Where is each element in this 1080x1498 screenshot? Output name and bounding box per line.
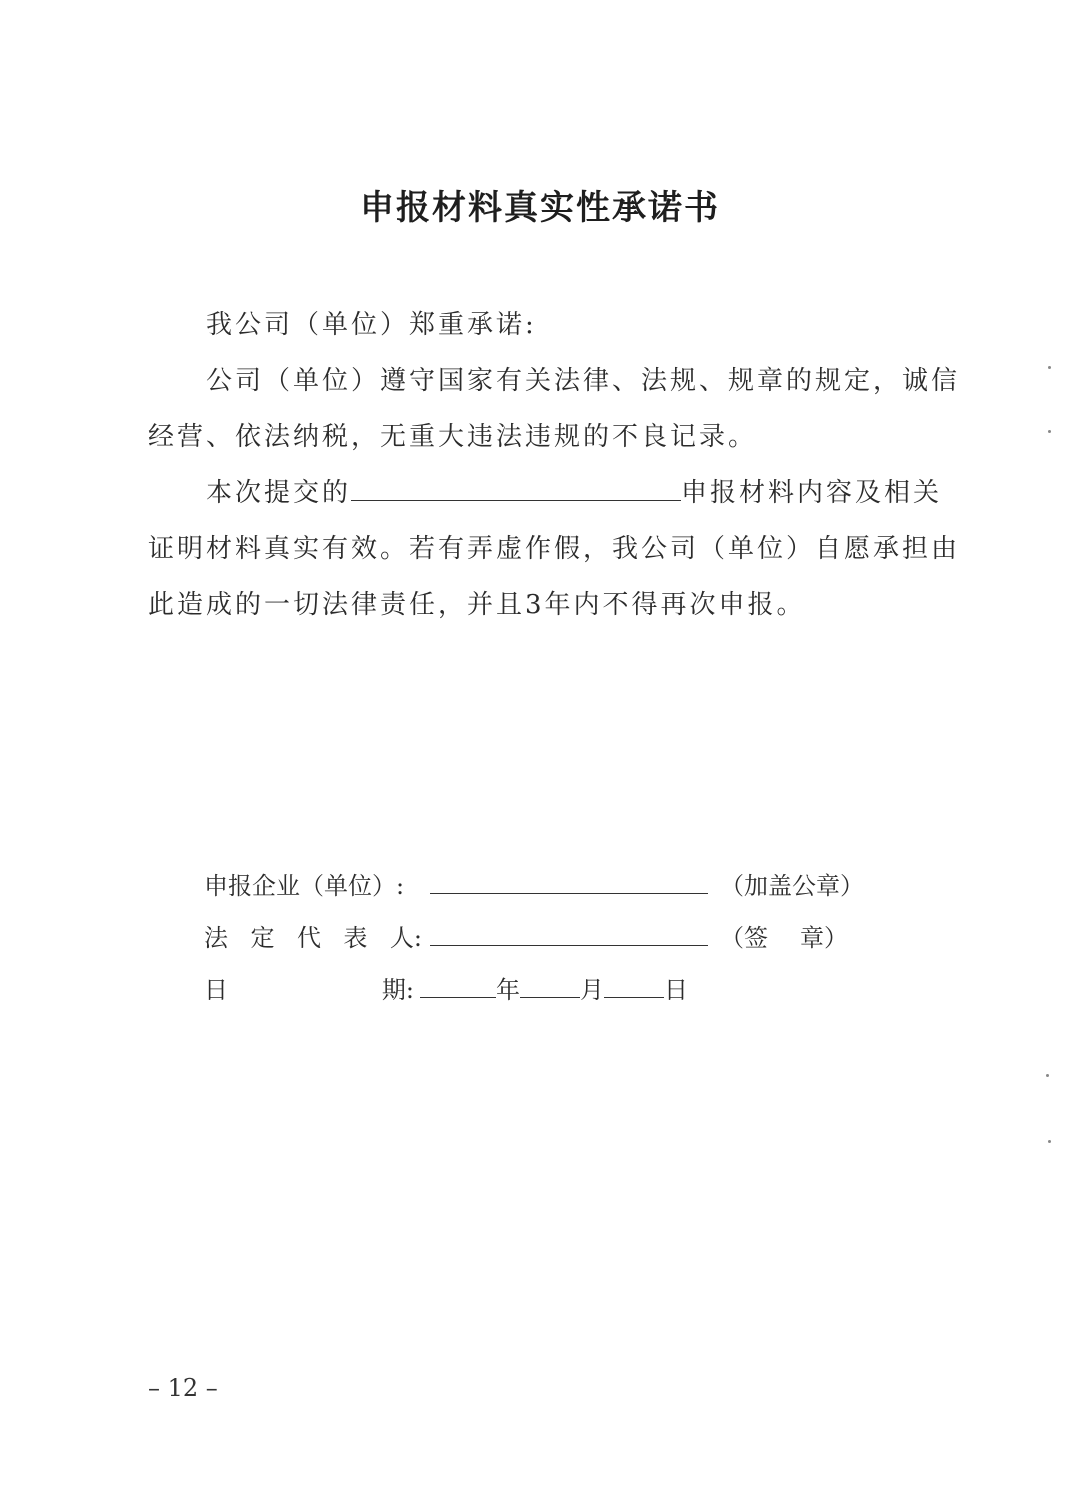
scan-speck bbox=[1048, 430, 1051, 433]
scan-speck bbox=[1046, 1074, 1049, 1077]
year-label: 年 bbox=[496, 976, 520, 1004]
month-label: 月 bbox=[580, 976, 604, 1004]
scan-speck bbox=[1048, 366, 1051, 369]
company-label: 申报企业（单位）: bbox=[204, 872, 405, 900]
page-title: 申报材料真实性承诺书 bbox=[360, 188, 720, 228]
paragraph-1-line-1: 公司（单位）遵守国家有关法律、法规、规章的规定，诚信 bbox=[206, 366, 961, 396]
submission-suffix: 申报材料内容及相关 bbox=[681, 478, 943, 508]
scan-speck bbox=[1048, 1140, 1051, 1143]
representative-signature-row bbox=[204, 926, 848, 950]
date-label: 日 期: bbox=[204, 976, 414, 1004]
representative-sign-note: （签 章） bbox=[720, 924, 848, 952]
paragraph-1-line-2: 经营、依法纳税，无重大违法违规的不良记录。 bbox=[148, 422, 758, 452]
date-row bbox=[204, 978, 688, 1002]
page-number: – 12 – bbox=[148, 1374, 218, 1402]
material-name-blank[interactable] bbox=[351, 499, 681, 501]
day-label: 日 bbox=[664, 976, 688, 1004]
company-signature-row bbox=[204, 874, 864, 898]
company-name-blank[interactable] bbox=[430, 892, 708, 894]
company-seal-note: （加盖公章） bbox=[720, 872, 864, 900]
paragraph-2-line-2: 证明材料真实有效。若有弄虚作假，我公司（单位）自愿承担由 bbox=[148, 534, 961, 564]
paragraph-2-line-3: 此造成的一切法律责任，并且3年内不得再次申报。 bbox=[148, 590, 806, 620]
representative-name-blank[interactable] bbox=[430, 944, 708, 946]
opening-line: 我公司（单位）郑重承诺: bbox=[206, 310, 537, 340]
month-blank[interactable] bbox=[520, 996, 580, 998]
day-blank[interactable] bbox=[604, 996, 664, 998]
representative-label: 法 定 代 表 人: bbox=[204, 924, 422, 952]
paragraph-2-line-1 bbox=[206, 480, 942, 506]
year-blank[interactable] bbox=[420, 996, 496, 998]
submission-prefix: 本次提交的 bbox=[206, 478, 352, 508]
